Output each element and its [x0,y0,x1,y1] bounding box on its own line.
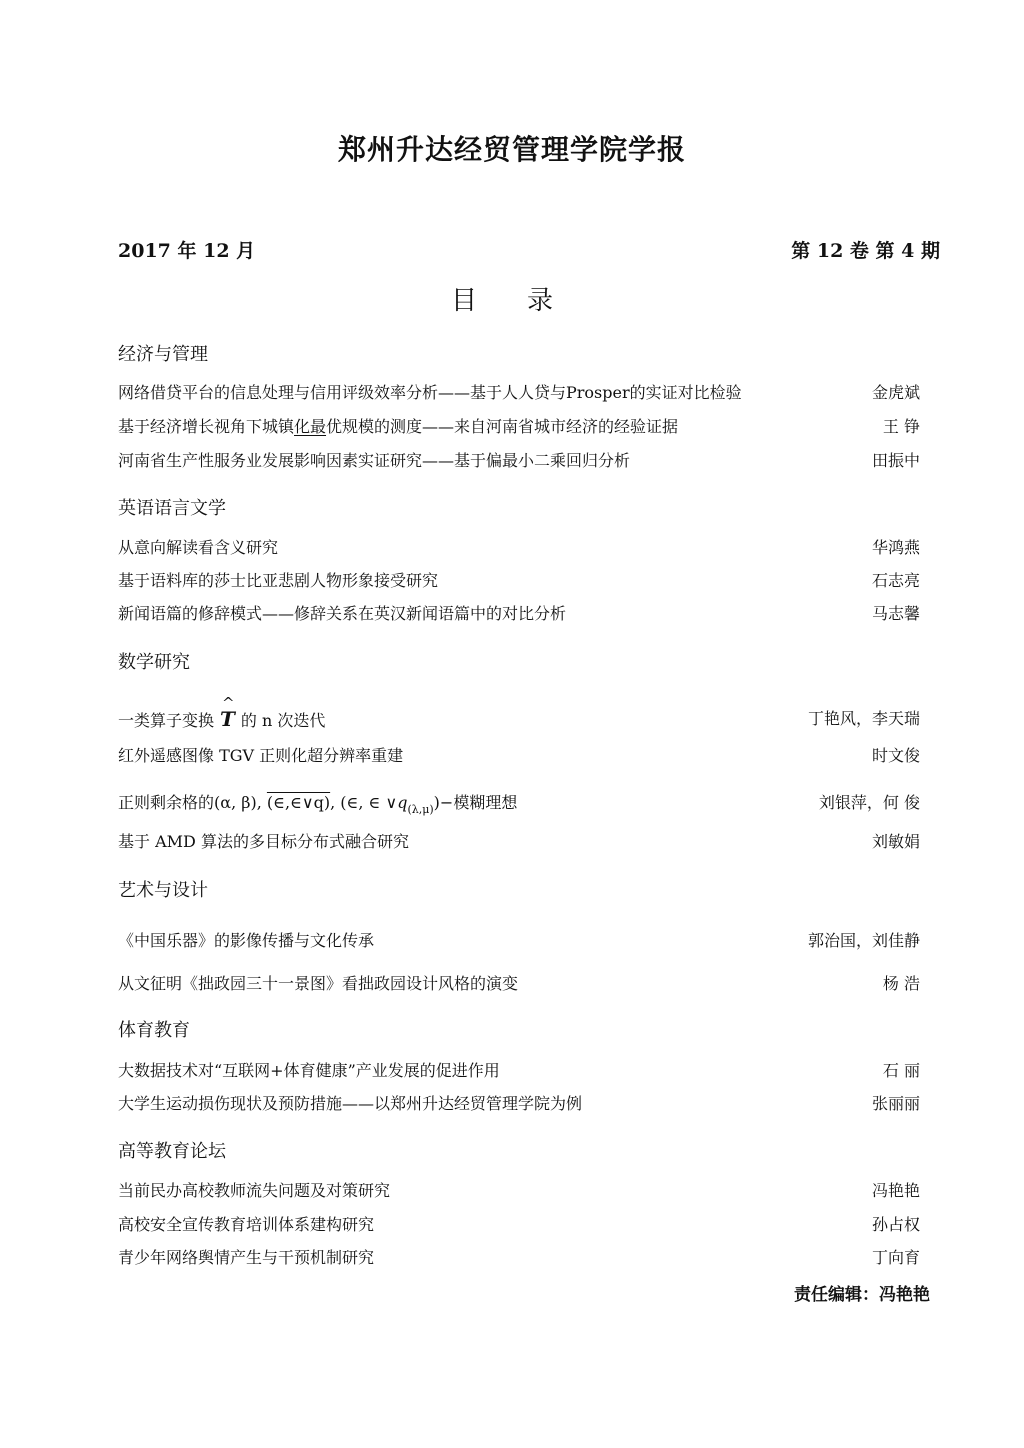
entry-title: 青少年网络舆情产生与干预机制研究 [118,1248,375,1267]
toc-title: 目录 [450,286,603,316]
toc-entry[interactable] [118,415,920,439]
toc-entry[interactable] [118,1213,920,1237]
toc-entry[interactable] [118,1092,920,1116]
entry-title: 当前民办高校教师流失问题及对策研究 [118,1181,391,1200]
entry-author: 杨 浩 [882,974,920,993]
toc-entry[interactable] [118,602,920,626]
entry-title: 一类算子变换 ^ T 的 n 次迭代 [118,707,325,733]
toc-entry[interactable] [118,830,920,854]
toc-entry[interactable] [118,449,920,473]
toc-entry[interactable] [118,1179,920,1203]
entry-title: 新闻语篇的修辞模式——修辞关系在英汉新闻语篇中的对比分析 [118,604,567,623]
entry-title: 从意向解读看含义研究 [118,538,279,557]
toc-entry[interactable] [118,381,920,405]
entry-title: 正则剩余格的(α, β), (∈,∈∨q), (∈, ∈ $\vee q_{(\lambda,\mu)})-$模糊理想 [118,793,518,816]
entry-title: 大学生运动损伤现状及预防措施——以郑州升达经贸管理学院为例 [118,1094,583,1113]
issue-date: 2017 年 12 月 [118,240,256,262]
math-expression: (α, β), (∈,∈∨q), (∈, ∈ $\vee q_{(\lambda,\mu)}$) [214,793,440,816]
issue-volume: 第 12 卷 第 4 期 [791,240,940,262]
section-heading-higher-ed: 高等教育论坛 [118,1141,226,1162]
entry-author: 冯艳艳 [871,1181,920,1200]
responsible-editor: 责任编辑：冯艳艳 [794,1285,930,1305]
toc-entry[interactable] [118,929,920,953]
entry-title: 从文征明《拙政园三十一景图》看拙政园设计风格的演变 [118,974,519,993]
entry-author: 金虎斌 [871,383,920,402]
entry-title: 大数据技术对“互联网+体育健康”产业发展的促进作用 [118,1061,500,1080]
entry-author: 郭治国，刘佳静 [807,931,920,950]
section-heading-english: 英语语言文学 [118,498,226,519]
toc-entry[interactable] [118,536,920,560]
toc-entry[interactable] [118,569,920,593]
entry-title: 河南省生产性服务业发展影响因素实证研究——基于偏最小二乘回归分析 [118,451,631,470]
section-heading-sports: 体育教育 [118,1020,190,1041]
toc-entry[interactable] [118,694,920,731]
hat-accent: ^ [222,694,235,712]
entry-author: 孙占权 [871,1215,920,1234]
entry-author: 华鸿燕 [871,538,920,557]
entry-title: 基于经济增长视角下城镇化最优规模的测度——来自河南省城市经济的经验证据 [118,417,679,436]
entry-author: 张丽丽 [871,1094,920,1113]
entry-title: 《中国乐器》的影像传播与文化传承 [118,931,375,950]
operator-symbol: ^ T [220,707,235,731]
section-heading-economics: 经济与管理 [118,344,208,365]
toc-entry[interactable] [118,1059,920,1083]
toc-entry[interactable] [118,744,920,768]
entry-title: 红外遥感图像 TGV 正则化超分辨率重建 [118,746,404,765]
entry-author: 丁艳风，李天瑞 [807,709,920,728]
toc-entry[interactable] [118,1246,920,1270]
entry-title: 高校安全宣传教育培训体系建构研究 [118,1215,375,1234]
entry-author: 刘银萍，何 俊 [818,793,920,812]
toc-entry[interactable] [118,791,920,815]
section-heading-math: 数学研究 [118,652,190,673]
entry-title: 网络借贷平台的信息处理与信用评级效率分析——基于人人贷与Prosper的实证对比检验 [118,383,742,402]
section-heading-art: 艺术与设计 [118,880,208,901]
entry-author: 石 丽 [882,1061,920,1080]
entry-author: 石志亮 [871,571,920,590]
entry-title: 基于 AMD 算法的多目标分布式融合研究 [118,832,409,851]
entry-author: 马志馨 [871,604,920,623]
entry-author: 田振中 [871,451,920,470]
journal-title: 郑州升达经贸管理学院学报 [337,133,686,166]
entry-author: 刘敏娟 [871,832,920,851]
toc-entry[interactable] [118,972,920,996]
entry-author: 时文俊 [871,746,920,765]
entry-title: 基于语料库的莎士比亚悲剧人物形象接受研究 [118,571,439,590]
entry-author: 王 铮 [882,417,920,436]
underlined-text: 化最 [294,417,327,436]
entry-author: 丁向育 [871,1248,920,1267]
